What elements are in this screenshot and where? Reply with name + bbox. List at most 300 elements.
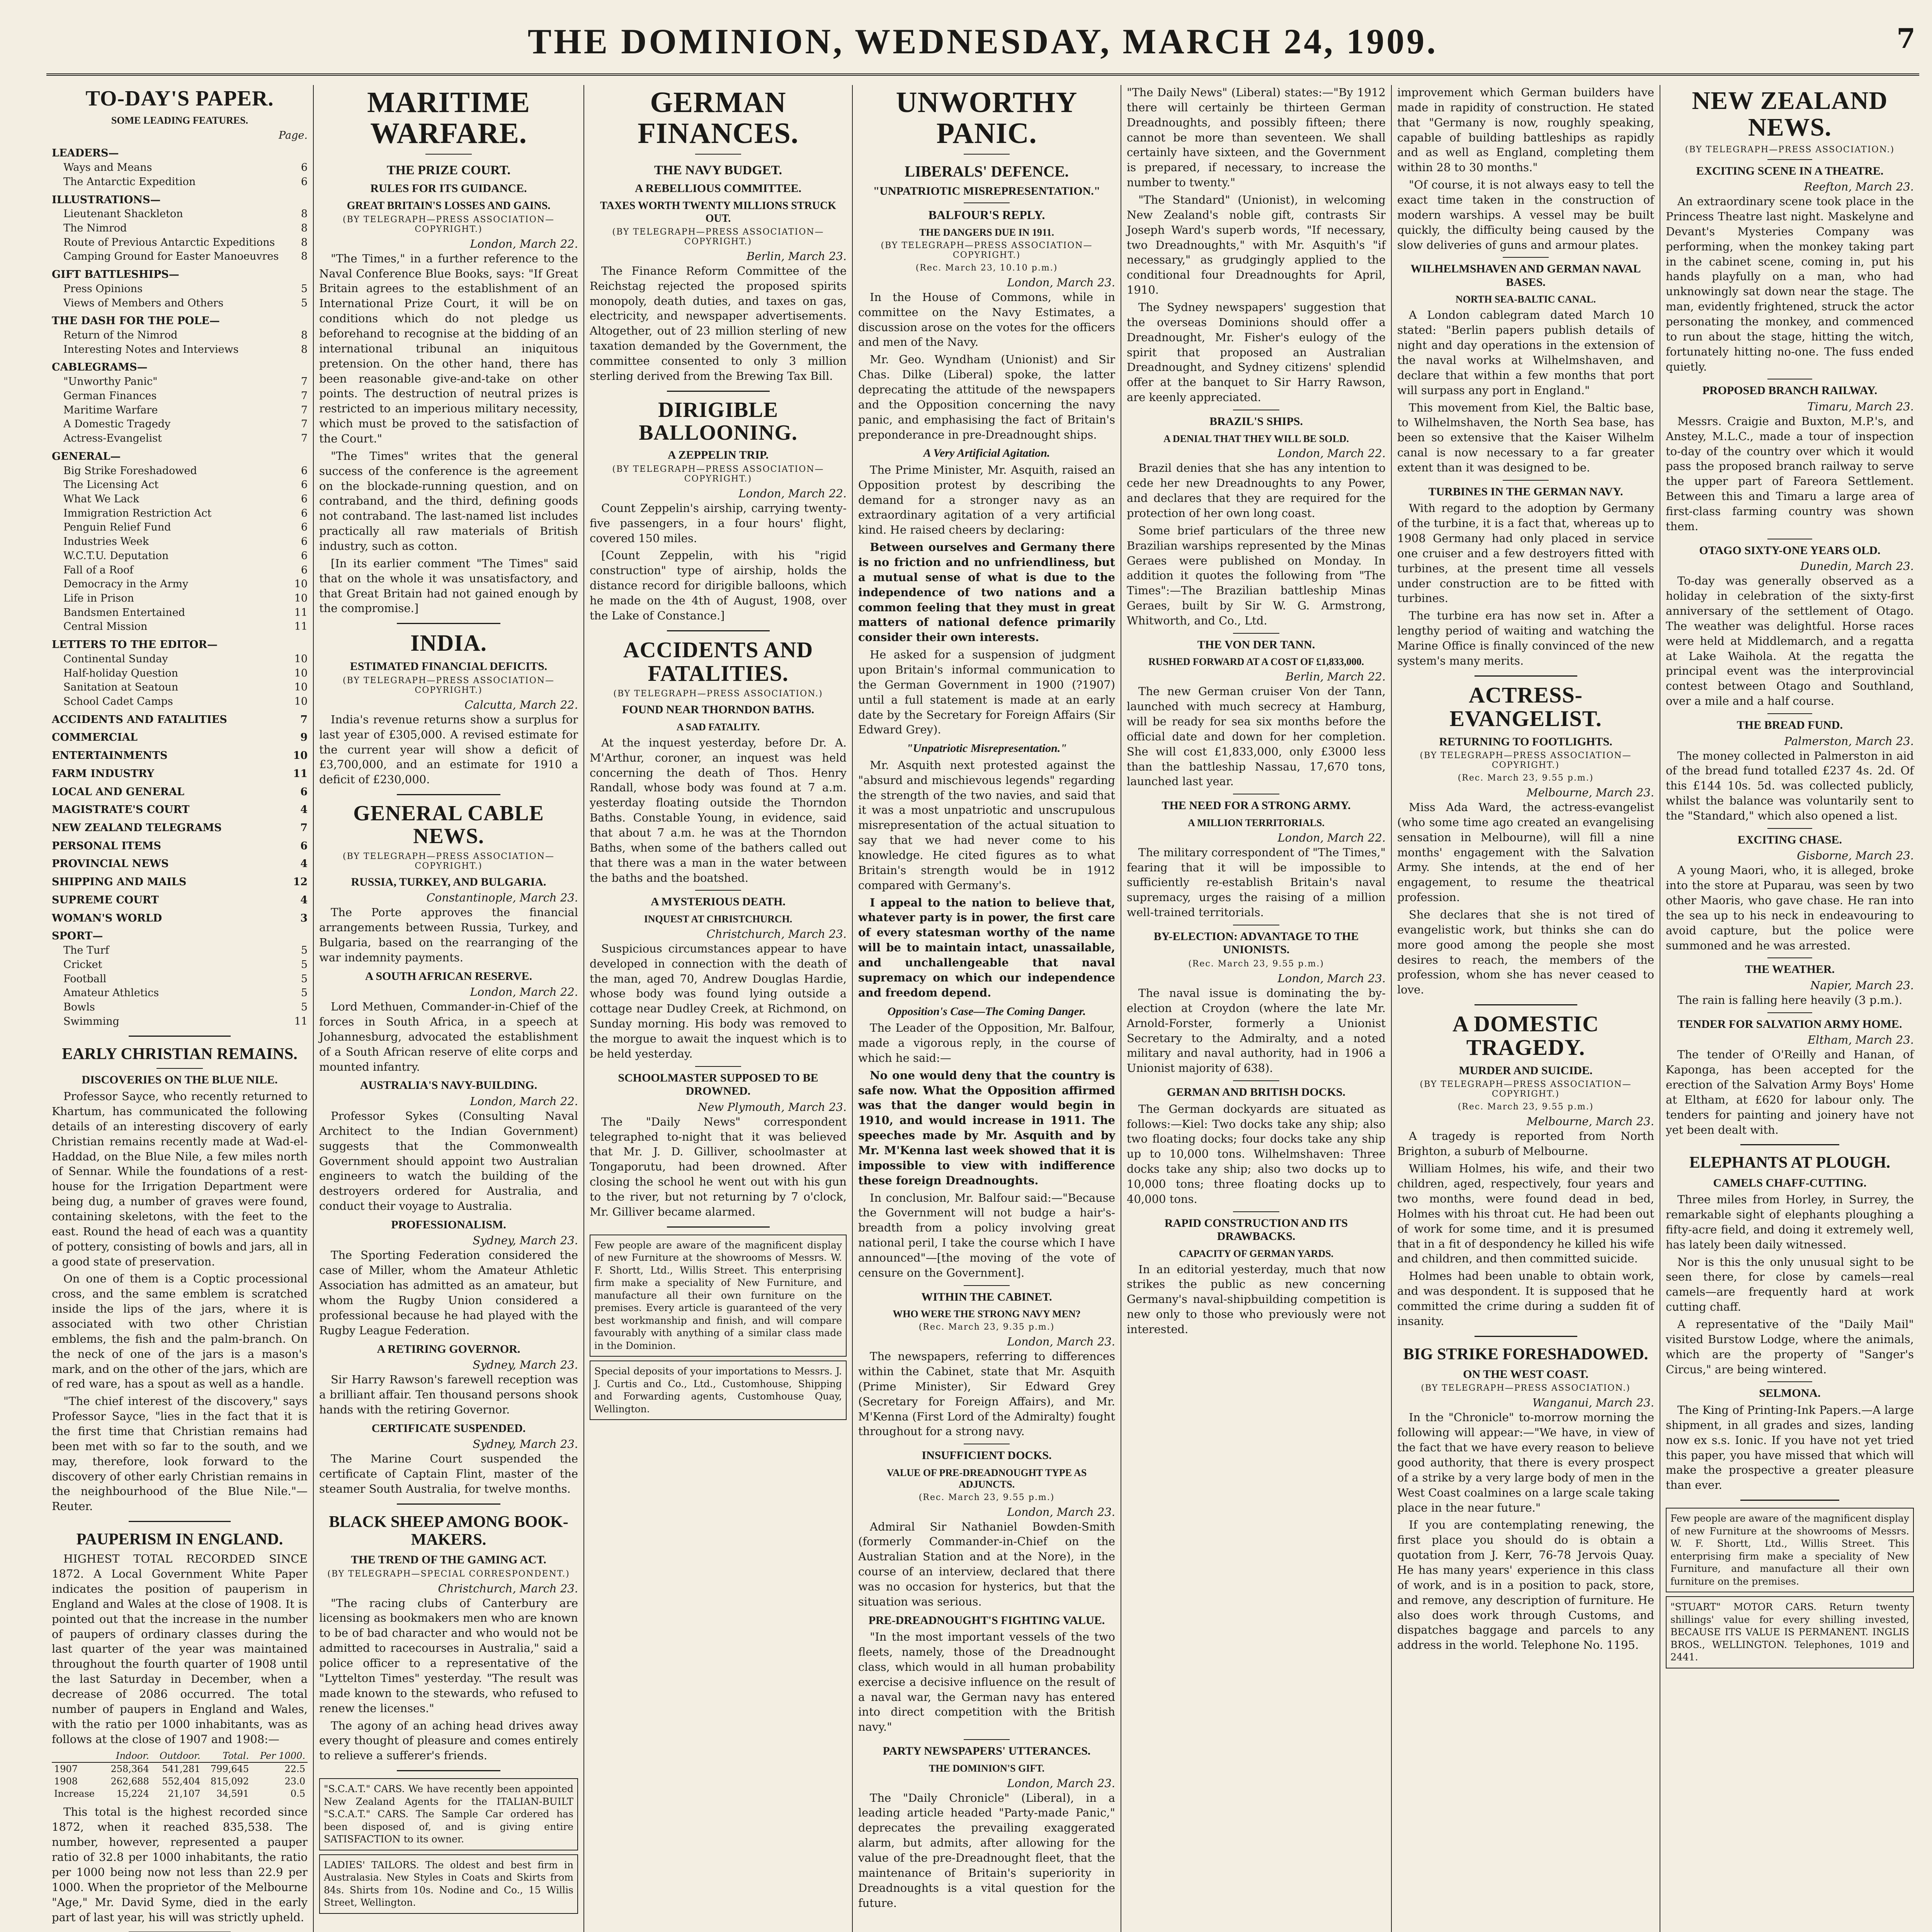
article-paragraph: A London cablegram dated March 10 stated: "Berlin papers publish details of night and day operations in the extension of the naval works at Wilhelmshaven, and declare that within a few months that port will surpass any port in England." — [1397, 308, 1654, 397]
divider — [1233, 633, 1280, 634]
index-entry-label: A Domestic Tragedy — [63, 418, 171, 430]
section-subheading: LIBERALS' DEFENCE. — [905, 162, 1069, 180]
index-entry — [52, 958, 308, 972]
article-paragraph: If you are contemplating renewing, the first place you should do is obtain a quotation from J. Kerr, 76-78 Jervois Quay. He has many years' experience in this class of work, and is in a position to pack, store, and remove, any description of furniture. He also does work through Customs, and dispatches baggage and parcels to any address in the world. Telephone No. 1195. — [1397, 1518, 1654, 1652]
dateline: Sydney, March 23. — [473, 1358, 578, 1372]
column-3 — [584, 85, 852, 1932]
index-entry — [52, 478, 308, 492]
news-item-subtitle: INQUEST AT CHRISTCHURCH. — [644, 913, 793, 925]
index-entry — [52, 389, 308, 403]
divider — [129, 1521, 231, 1522]
column-7 — [1660, 85, 1919, 1932]
article-paragraph: "The Daily News" (Liberal) states:—"By 1912 there will certainly be thirteen German Dreadnoughts, and possibly fifteen; there cannot be more than seventeen. We shall certainly have sixteen, and the Government is prepared, if necessary, to increase the number to twenty." — [1127, 86, 1386, 189]
article-paragraph: "In the most important vessels of the two fleets, namely, those of the Dreadnought class, which would in all human probability exercise a decisive influence on the result of a naval war, the German navy has entered into direct competition with the British navy." — [858, 1630, 1115, 1734]
index-entry-label: PROVINCIAL NEWS — [52, 858, 169, 870]
dateline: Wanganui, March 23. — [1532, 1396, 1654, 1410]
dateline: New Plymouth, March 23. — [697, 1100, 847, 1114]
table-row — [52, 1762, 308, 1775]
column-1 — [46, 85, 313, 1932]
index-entry — [52, 403, 308, 418]
divider — [1503, 480, 1549, 481]
index-entry-label: NEW ZEALAND TELEGRAMS — [52, 822, 222, 834]
article-paragraph: The Porte approves the financial arrangements between Russia, Turkey, and Bulgaria, based on the rearranging of the war indemnity payments. — [319, 906, 578, 964]
news-item-title: RUSSIA, TURKEY, AND BULGARIA. — [351, 875, 546, 888]
article-subtitle: CAMELS CHAFF-CUTTING. — [1713, 1176, 1867, 1189]
index-entry-page: 6 — [301, 479, 308, 491]
index-entry-label: Bowls — [63, 1001, 95, 1013]
index-entry-label: Maritime Warfare — [63, 404, 158, 416]
article-paragraph: Nor is this the only unusual sight to be seen there, for close by camels—real camels—are frequently hard at work cutting chaff. — [1666, 1255, 1914, 1314]
article-subtitle: VALUE OF PRE-DREADNOUGHT TYPE AS ADJUNCTS. — [886, 1467, 1087, 1490]
divider — [1767, 828, 1812, 829]
index-entry-page: 6 — [301, 536, 308, 548]
table-header-cell: Outdoor. — [151, 1750, 203, 1762]
column-5 — [1121, 85, 1391, 1932]
byline: (BY TELEGRAPH—PRESS ASSOCIATION—COPYRIGHT.) — [1420, 1080, 1632, 1099]
table-cell: 15,224 — [116, 1788, 149, 1799]
index-entry — [52, 929, 308, 944]
index-entry-page: 8 — [301, 343, 308, 355]
dateline: Reefton, March 23. — [1804, 180, 1914, 194]
index-entry-page: 10 — [294, 592, 308, 604]
table-cell: 34,591 — [216, 1788, 249, 1799]
index-entry-page: 11 — [294, 606, 308, 619]
article-title: A DOMESTIC TRAGEDY. — [1452, 1011, 1599, 1060]
index-entry-page: 7 — [301, 432, 308, 445]
article-title: INSUFFICIENT DOCKS. — [922, 1449, 1052, 1462]
index-entry-page: 6 — [301, 493, 308, 505]
index-entry-label: SPORT— — [52, 930, 103, 942]
article-paragraph: "The Times," in a further reference to the Naval Conference Blue Books, says: "If Great Britain agrees to the establishment of an International Prize Court, it will be on conditions which do not pledge us beforehand to recognise at the bidding of an international tribunal an iniquitous pretension. On the other hand, there has been reasonable give-and-take on other points. The destruction of neutral prizes is restricted to an imperious military necessity, which must be proved to the satisfaction of the Court." — [319, 252, 578, 445]
byline: (BY TELEGRAPH—PRESS ASSOCIATION—COPYRIGHT.) — [612, 227, 824, 247]
dateline: London, March 23. — [1277, 971, 1386, 985]
news-item-title: AUSTRALIA'S NAVY-BUILDING. — [360, 1079, 537, 1092]
index-entry-page: 6 — [301, 175, 308, 188]
index-entry-label: WOMAN'S WORLD — [52, 912, 162, 924]
article-paragraph: In an editorial yesterday, much that now strikes the public as new concerning Germany's naval-shipbuilding competition is new only to those who previously were not interested. — [1127, 1262, 1386, 1336]
divider — [129, 1036, 231, 1037]
index-entry-label: Press Opinions — [63, 282, 143, 295]
article-paragraph: The King of Printing-Ink Papers.—A large shipment, in all grades and sizes, landing now ex s.s. Ionic. If you have not yet tried this paper, you have missed that which will make the prospective a greater pleasure than ever. — [1666, 1403, 1914, 1492]
article-subtitle: RETURNING TO FOOTLIGHTS. — [1439, 735, 1612, 748]
article-paragraph: I appeal to the nation to believe that, whatever party is in power, the first care of every statesman worthy of the name will be to maintain intact, unassailable, and unchallengeable that naval supremacy on which our independence and freedom depend. — [858, 896, 1115, 999]
index-entry-label: SUPREME COURT — [52, 894, 159, 906]
article-paragraph: With regard to the adoption by Germany of the turbine, it is a fact that, whereas up to 1908 Germany had only placed in service one cruiser and a few destroyers fitted with turbines, at the present time all vessels under construction are to be fitted with turbines. — [1397, 502, 1654, 605]
article-paragraph: In the House of Commons, while in committee on the Navy Estimates, a discussion arose on the votes for the officers and men of the Navy. — [858, 290, 1115, 349]
index-entry-label: ACCIDENTS AND FATALITIES — [52, 713, 227, 726]
index-entry-page: 6 — [301, 464, 308, 477]
index-entry-label: Camping Ground for Easter Manoeuvres — [63, 250, 279, 263]
index-entry-label: GIFT BATTLESHIPS— — [52, 269, 179, 281]
article-title: BALFOUR'S REPLY. — [928, 208, 1045, 222]
divider — [1767, 957, 1812, 958]
table-row — [52, 1787, 308, 1800]
article-subtitle: RUSHED FORWARD AT A COST OF £1,833,000. — [1148, 656, 1364, 668]
table-row — [52, 1775, 308, 1787]
index-entry-page: 4 — [300, 804, 308, 816]
article-paragraph: The turbine era has now set in. After a lengthy period of waiting and watching the Marine Office is finally convinced of the new system's many merits. — [1397, 609, 1654, 667]
news-item-subtitle: A SAD FATALITY. — [676, 721, 760, 733]
byline: (BY TELEGRAPH—PRESS ASSOCIATION—COPYRIGHT.) — [1420, 751, 1632, 770]
index-entry — [52, 803, 308, 817]
index-entry-page: 5 — [301, 958, 308, 971]
dateline: Sydney, March 23. — [473, 1234, 578, 1247]
article-paragraph: At the inquest yesterday, before Dr. A. M'Arthur, coroner, an inquest was held concerning the death of Thos. Henry Randall, whose body was found at 7 a.m. yesterday floating outside the Thorndon Baths. Constable Young, in evidence, said that about 7 a.m. he was at the Thorndon Baths, when some of the bathers called out that there was a man in the water between the baths and the boatshed. — [590, 736, 847, 884]
index-entry-page: 6 — [301, 564, 308, 576]
article-paragraph: A young Maori, who, it is alleged, broke into the store at Puparau, was seen by two other Maoris, who gave chase. He ran into the sea up to his neck in endeavouring to avoid capture, but the police were summoned and he was arrested. — [1666, 864, 1914, 952]
dateline: Melbourne, March 23. — [1526, 1115, 1654, 1128]
index-entry-page: 10 — [294, 681, 308, 694]
index-entry — [52, 268, 308, 282]
index-heading: TO-DAY'S PAPER. — [85, 87, 274, 111]
divider — [425, 154, 472, 155]
divider — [1233, 1211, 1280, 1212]
dateline: Calcutta, March 22. — [464, 698, 578, 711]
article-paragraph: The Leader of the Opposition, Mr. Balfour, made a vigorous reply, in the course of which he said:— — [858, 1021, 1115, 1065]
dateline: Dunedin, March 23. — [1800, 560, 1914, 573]
article-title: "Unpatriotic Misrepresentation." — [906, 742, 1067, 755]
divider — [667, 630, 770, 631]
article-paragraph: In the "Chronicle" to-morrow morning the following will appear:—"We have, in view of the fact that we have every reason to believe good authority, that there is every prospect of a strike by a very large body of men in the West Coast coalmines on a large scale taking place in the near future." — [1397, 1411, 1654, 1514]
article-paragraph: The Finance Reform Committee of the Reichstag rejected the proposed spirits monopoly, death duties, and taxes on gas, electricity, and newspaper advertisements. Altogether, out of 23 million sterling of new taxation demanded by the Government, the committee consented to only 3 million sterling derived from the Brewing Tax Bill. — [590, 264, 847, 383]
index-entry-page: 7 — [301, 389, 308, 402]
article-paragraph: improvement which German builders have made in rapidity of construction. He stated that "Germany is now, roughly speaking, capable of building battleships as rapidly and as well as England, completing them within 28 to 30 months." — [1397, 86, 1654, 174]
index-entry-page: 6 — [301, 549, 308, 562]
article-title: EXCITING CHASE. — [1737, 833, 1842, 846]
article-title: INDIA. — [410, 630, 487, 656]
index-entry-label: Lieutenant Shackleton — [63, 208, 183, 220]
index-entry — [52, 549, 308, 563]
table-cell: 23.0 — [284, 1776, 305, 1787]
index-entry-page: 11 — [294, 621, 308, 633]
article-subtitle: THE TREND OF THE GAMING ACT. — [351, 1553, 546, 1566]
article-paragraph: Between ourselves and Germany there is no friction and no unfriendliness, but a mutual sense of what is due to the independence of two nations and a common feeling that they must in great matters of national defence primarily consider their own interests. — [858, 541, 1115, 644]
article-title: TURBINES IN THE GERMAN NAVY. — [1428, 485, 1623, 498]
index-entry-label: PERSONAL ITEMS — [52, 840, 162, 852]
index-entry — [52, 986, 308, 1000]
article-paragraph: On one of them is a Coptic processional cross, and the same emblem is scratched inside the lips of the jars, where it is associated with two other Christian emblems, the fish and the palm-branch. On the neck of one of the jars is a mason's mark, and on the other of the jars, which are of red ware, has a spout as well as a handle. — [52, 1272, 308, 1391]
article-paragraph: Miss Ada Ward, the actress-evangelist (who some time ago created an evangelising sensation in Melbourne), will fill a nine months' engagement with the Salvation Army. She intends, at the end of her engagement, to resume the theatrical profession. — [1397, 801, 1654, 904]
index-entry-page: 6 — [301, 521, 308, 534]
table-cell: 0.5 — [290, 1788, 305, 1799]
article-paragraph: The Prime Minister, Mr. Asquith, raised an Opposition protest by describing the demand for a stronger navy as an extraordinary agitation of a very artificial kind. He raised cheers by declaring: — [858, 463, 1115, 537]
index-entry — [52, 492, 308, 507]
article-paragraph: HIGHEST TOTAL RECORDED SINCE 1872. A Local Government White Paper indicates the position of pauperism in England and Wales at the close of 1908. It is pointed out that the increase in the number of paupers of ordinary classes during the last quarter of the year was maintained throughout the fourth quarter of 1908 until the last Saturday in December, when a decrease of 2086 occurred. The total number of paupers in England and Wales, with the ratio per 1000 inhabitants, was as follows at the close of 1907 and 1908:— — [52, 1552, 308, 1746]
table-cell: 1908 — [54, 1776, 78, 1787]
divider — [156, 1068, 202, 1069]
divider — [695, 1066, 742, 1067]
article-paragraph: The naval issue is dominating the by-election at Croydon (where the late Mr. Arnold-Forster, formerly a Unionist Secretary to the Admiralty, and a noted military and naval authority, had in 1906 a Unionist majority of 638). — [1127, 986, 1386, 1075]
article-paragraph: The German dockyards are situated as follows:—Kiel: Two docks take any ship; also two floating docks; four docks take any ship up to 10,000 tons. Wilhelmshaven: Three docks take any ship; also two docks up to 10,000 tons; three floating docks up to 40,000 tons. — [1127, 1102, 1386, 1206]
column-2 — [314, 85, 583, 1932]
article-paragraph: Brazil denies that she has any intention to cede her new Dreadnoughts to any Power, and declares that they are required for the protection of her own long coast. — [1127, 461, 1386, 520]
index-entry — [52, 175, 308, 189]
dateline: London, March 23. — [1007, 1776, 1115, 1790]
article-title: GENERAL CABLE NEWS. — [353, 801, 544, 848]
article-paragraph: The new German cruiser Von der Tann, launched with much secrecy at Hamburg, will be ready for sea six months before the official date and down for her completion. She will cost £1,833,000, only £3000 less than the battleship Nassau, 17,670 tons, launched last year. — [1127, 685, 1386, 788]
index-entry-label: Bandsmen Entertained — [63, 606, 185, 619]
advertisement: Few people are aware of the magnificent display of new Furniture at the showrooms of Messrs. W. F. Shortt, Ltd., Willis Street. This enterprising firm make a speciality of New Furniture, and manufacture all their own furniture on the premises. Every article is guaranteed of the very best workmanship and finish, and will compare favourably with anything of a similar class made in the Dominion. — [590, 1235, 847, 1357]
index-entry — [52, 464, 308, 478]
index-entry — [52, 1000, 308, 1015]
index-entry — [52, 221, 308, 236]
article-paragraph: The Marine Court suspended the certificate of Captain Flint, master of the steamer South Australia, for twelve months. — [319, 1452, 578, 1495]
index-entry-page: 10 — [294, 653, 308, 665]
index-entry-page: 4 — [300, 858, 308, 870]
divider — [1475, 1004, 1577, 1005]
section-heading: NEW ZEALAND NEWS. — [1692, 87, 1888, 142]
index-entry-page: 5 — [301, 297, 308, 309]
index-entry-page: 11 — [294, 1015, 308, 1027]
divider — [695, 890, 742, 891]
article-paragraph: He asked for a suspension of judgment upon Britain's informal communication to the German Government in 1900 (?1907) until a full statement is made at an early date by the Secretary for Foreign Affairs (Sir Edward Grey). — [858, 648, 1115, 736]
news-item-title: FOUND NEAR THORNDON BATHS. — [622, 703, 815, 716]
article-subtitle: NORTH SEA-BALTIC CANAL. — [1456, 294, 1596, 305]
article-paragraph: The Sydney newspapers' suggestion that the overseas Dominions should offer a Dreadnought, Mr. Fisher's eulogy of the spirit that proposed an Australian Dreadnought, and Sydney citizens' splendid offer at the banquet to Sir Harry Rawson, are keenly appreciated. — [1127, 301, 1386, 404]
index-entry-label: Swimming — [63, 1015, 119, 1027]
article-heading: PAUPERISM IN ENGLAND. — [76, 1531, 283, 1549]
article-paragraph: The money collected in Palmerston in aid of the bread fund totalled £237 4s. 2d. Of this £144 10s. 5d. was collected publicly, whilst the balance was voluntarily sent to the "Standard," which also opened a list. — [1666, 749, 1914, 822]
index-entry-label: Amateur Athletics — [63, 987, 159, 999]
table-cell: 258,364 — [111, 1764, 149, 1775]
index-entry-page: 12 — [293, 876, 308, 888]
article-paragraph: The newspapers, referring to differences within the Cabinet, state that Mr. Asquith (Prime Minister), Sir Edward Grey (Secretary for Foreign Affairs), and Mr. M'Kenna (First Lord of the Admiralty) fought throughout for a strong navy. — [858, 1350, 1115, 1438]
dateline: London, March 23. — [1007, 1505, 1115, 1519]
index-entry — [52, 680, 308, 695]
index-entry-label: LEADERS— — [52, 147, 119, 160]
article-title: ACCIDENTS AND FATALITIES. — [623, 637, 813, 686]
dateline: London, March 22. — [470, 1094, 578, 1108]
article-paragraph: "The chief interest of the discovery," says Professor Sayce, "lies in the fact that it is the first time that Christian remains had been met with so far to the south, and we may, therefore, look forward to the discovery of other early Christian remains in the neighbourhood of the Blue Nile."—Reuter. — [52, 1395, 308, 1513]
index-entry-page: 5 — [301, 987, 308, 999]
article-title: SELMONA. — [1759, 1387, 1821, 1400]
article-title: THE NAVY BUDGET. — [654, 163, 782, 177]
index-entry — [52, 507, 308, 521]
divider — [667, 391, 770, 392]
article-paragraph: The Sporting Federation considered the case of Miller, whom the Amateur Athletic Association has admitted as an amateur, but whom the Rugby Union considered a professional because he had played with the Rugby League Federation. — [319, 1248, 578, 1337]
index-entry — [52, 912, 308, 926]
divider — [1233, 1080, 1280, 1081]
article-paragraph: The "Daily News" correspondent telegraphed to-night that it was believed that Mr. J. D. Gilliver, schoolmaster at Tongaporutu, had been drowned. After closing the school he went out with his gun to the river, but not returning by 7 o'clock, Mr. Gilliver became alarmed. — [590, 1115, 847, 1218]
index-list — [52, 146, 308, 1029]
index-entry-label: LETTERS TO THE EDITOR— — [52, 639, 218, 651]
article-paragraph: An extraordinary scene took place in the Princess Theatre last night. Maskelyne and Devant's Mysteries Company was performing, when the monkey taking part in the cabinet scene, coming in, put his hands playfully on a man, who had unknowingly sat down near the stage. The man, evidently frightened, struck the actor personating the monkey, and commenced to run about the stage, hitting the witch, fortunately hitting no-one. The fuss ended quietly. — [1666, 195, 1914, 373]
article-title: THE PRIZE COURT. — [386, 163, 511, 177]
table-cell: 22.5 — [284, 1764, 305, 1775]
divider — [695, 154, 742, 155]
article-paragraph: Mr. Asquith next protested against the "absurd and mischievous legends" regarding the strength of the two navies, and said that it was a most unpatriotic and unscrupulous misrepresentation of the actual situation to say that we had never come to his knowledge. He cited figures as to what Britain's strength would be in 1912 compared with Germany's. — [858, 758, 1115, 892]
pauperism-table — [52, 1750, 308, 1800]
index-entry — [52, 282, 308, 296]
index-entry-label: FARM INDUSTRY — [52, 767, 155, 780]
index-entry-page: 10 — [294, 578, 308, 590]
article-title: WILHELMSHAVEN AND GERMAN NAVAL BASES. — [1410, 262, 1641, 289]
index-entry-label: Football — [63, 973, 107, 985]
dateline: Napier, March 23. — [1810, 978, 1914, 992]
dateline: London, March 22. — [1277, 831, 1386, 844]
byline: (BY TELEGRAPH—PRESS ASSOCIATION.) — [613, 689, 823, 699]
article-subtitle: MURDER AND SUICIDE. — [1459, 1064, 1593, 1077]
index-entry-label: Fall of a Roof — [63, 564, 134, 576]
index-entry-page: 8 — [301, 208, 308, 220]
news-item-title: CERTIFICATE SUSPENDED. — [371, 1422, 526, 1435]
dateline: Berlin, March 23. — [746, 249, 847, 263]
dateline: Gisborne, March 23. — [1797, 849, 1914, 862]
byline: (BY TELEGRAPH—SPECIAL CORRESPONDENT.) — [327, 1569, 570, 1579]
article-paragraph: "The Times" writes that the general success of the conference is the agreement on the blockade-running question, and on contraband, and the third, defining goods not contraband. The last-named list includes practically all raw materials of British industry, such as cotton. — [319, 449, 578, 553]
article-paragraph: Count Zeppelin's airship, carrying twenty-five passengers, in a four hours' flight, covered 150 miles. — [590, 501, 847, 545]
divider — [964, 1739, 1010, 1740]
article-subtitle: ON THE WEST COAST. — [1463, 1367, 1588, 1381]
index-entry — [52, 563, 308, 578]
table-header-cell: Total. — [202, 1750, 251, 1762]
article-paragraph: This total is the highest recorded since 1872, when it reached 835,538. The number, however, represented a pauper ratio of 32.8 per 1000 inhabitants, the ratio per 1000 being now not less than 22.9 per 1000. When the proprietor of the Melbourne "Age," Mr. David Syme, died in the early part of last year, his will was strictly upheld. — [52, 1805, 308, 1924]
article-paragraph: Holmes had been unable to obtain work, and was despondent. It is supposed that he committed the crime during a sudden fit of insanity. — [1397, 1269, 1654, 1328]
index-entry — [52, 193, 308, 207]
divider — [1740, 1500, 1840, 1501]
index-entry — [52, 535, 308, 549]
dateline: Sydney, March 23. — [473, 1437, 578, 1451]
page-label: Page. — [279, 129, 308, 141]
page-number: 7 — [1896, 22, 1915, 54]
article-title: PROPOSED BRANCH RAILWAY. — [1702, 384, 1878, 397]
article-paragraph: A representative of the "Daily Mail" visited Burstow Lodge, where the animals, which are the property of "Sanger's Circus," are being wintered. — [1666, 1318, 1914, 1376]
news-item-title: PROFESSIONALISM. — [391, 1218, 506, 1231]
index-entry — [52, 875, 308, 889]
article-title: BLACK SHEEP AMONG BOOK-MAKERS. — [329, 1513, 568, 1549]
index-entry — [52, 314, 308, 328]
column-6 — [1392, 85, 1660, 1932]
index-entry — [52, 767, 308, 781]
article-subtitle: THE DANGERS DUE IN 1911. — [919, 226, 1054, 238]
divider — [1767, 159, 1812, 160]
article-paragraph: [In its earlier comment "The Times" said that on the whole it was unsatisfactory, and that Great Britain had not gained enough by the compromise.] — [319, 556, 578, 615]
divider — [1503, 257, 1549, 258]
table-cell: 541,281 — [162, 1764, 201, 1775]
article-lede: GREAT BRITAIN'S LOSSES AND GAINS. — [347, 200, 551, 212]
divider — [397, 1770, 500, 1771]
article-title: PARTY NEWSPAPERS' UTTERANCES. — [883, 1745, 1091, 1758]
dateline: London, March 22. — [738, 486, 847, 500]
index-entry-label: Life in Prison — [63, 592, 134, 604]
byline: (BY TELEGRAPH—PRESS ASSOCIATION—COPYRIGHT.) — [342, 851, 554, 871]
index-subheading: SOME LEADING FEATURES. — [111, 114, 248, 126]
index-entry-label: Sanitation at Seatoun — [63, 681, 179, 694]
article-subtitle: ESTIMATED FINANCIAL DEFICITS. — [350, 660, 548, 673]
advertisement: "STUART" MOTOR CARS. Return twenty shillings' value for every shilling invested, BECAUSE ITS VALUE IS PERMANENT. INGLIS BROS., WELLINGTON. Telephones, 1019 and 2441. — [1666, 1596, 1914, 1668]
index-entry — [52, 146, 308, 161]
article-paragraph: "The Standard" (Unionist), in welcoming New Zealand's noble gift, contrasts Sir Joseph Ward's superb words, "If necessary, two Dreadnoughts," with Mr. Asquith's "if necessary," as grudgingly applied to the conditional four Dreadnoughts for April, 1910. — [1127, 193, 1386, 297]
article-paragraph: India's revenue returns show a surplus for last year of £305,000. A revised estimate for the current year will show a deficit of £3,700,000, and an estimate for 1910 a deficit of £230,000. — [319, 713, 578, 786]
section-heading: UNWORTHY PANIC. — [896, 86, 1078, 150]
index-entry — [52, 207, 308, 221]
article-paragraph: Sir Harry Rawson's farewell reception was a brilliant affair. Ten thousand persons shook hands with the retiring Governor. — [319, 1373, 578, 1416]
index-entry — [52, 839, 308, 854]
article-title: GERMAN AND BRITISH DOCKS. — [1167, 1086, 1345, 1099]
article-paragraph: William Holmes, his wife, and their two children, aged, respectively, four years and two months, were found dead in bed, Holmes with his throat cut. He had been out of work for some time, and it is presumed that in a fit of despondency he killed his wife and children, and then committed suicide. — [1397, 1162, 1654, 1265]
table-cell: 1907 — [54, 1764, 78, 1775]
received-time: (Rec. March 23, 9.35 p.m.) — [918, 1322, 1055, 1332]
index-entry — [52, 432, 308, 446]
index-entry-page: 5 — [301, 973, 308, 985]
article-title: THE VON DER TANN. — [1197, 638, 1315, 651]
dateline: Melbourne, March 23. — [1526, 786, 1654, 799]
divider — [1767, 1381, 1812, 1382]
article-title: RAPID CONSTRUCTION AND ITS DRAWBACKS. — [1164, 1216, 1348, 1243]
index-entry-label: The Antarctic Expedition — [63, 175, 196, 188]
article-subtitle: A ZEPPELIN TRIP. — [668, 449, 769, 462]
article-lede: TAXES WORTH TWENTY MILLIONS STRUCK OUT. — [600, 200, 836, 224]
divider — [964, 202, 1010, 203]
index-entry-page: 6 — [300, 840, 308, 852]
article-paragraph: [Count Zeppelin, with his "rigid construction" type of airship, holds the distance record for dirigible balloons, which he made on the 4th of August, 1908, over the Lake of Constance.] — [590, 549, 847, 622]
index-entry — [52, 417, 308, 432]
index-entry — [52, 731, 308, 745]
table-cell: Increase — [54, 1788, 95, 1799]
received-time: (Rec. March 23, 10.10 p.m.) — [915, 263, 1058, 273]
dateline: Constantinople, March 23. — [426, 891, 578, 905]
divider — [964, 154, 1010, 155]
dateline: London, March 22. — [1277, 447, 1386, 460]
index-entry-label: Actress-Evangelist — [63, 432, 162, 445]
index-entry-page: 8 — [301, 236, 308, 248]
index-entry — [52, 577, 308, 592]
index-entry-label: W.C.T.U. Deputation — [63, 549, 169, 562]
index-entry — [52, 667, 308, 681]
article-subtitle: CAPACITY OF GERMAN YARDS. — [1179, 1248, 1334, 1259]
index-entry-label: Democracy in the Army — [63, 578, 189, 590]
article-paragraph: Some brief particulars of the three new Brazilian warships represented by the Minas Geraes were published on Monday. In addition it quotes the following from "The Times":—The Brazilian battleship Minas Geraes, built by Sir W. G. Armstrong, Whitworth, and Co., Ltd. — [1127, 524, 1386, 628]
byline: (BY TELEGRAPH—PRESS ASSOCIATION—COPYRIGHT.) — [881, 240, 1093, 260]
article-title: DIRIGIBLE BALLOONING. — [639, 398, 798, 445]
index-entry-page: 4 — [300, 894, 308, 906]
index-entry-page: 8 — [301, 222, 308, 234]
index-entry-label: MAGISTRATE'S COURT — [52, 804, 190, 816]
index-entry — [52, 821, 308, 835]
article-subtitle: A MILLION TERRITORIALS. — [1188, 817, 1325, 828]
byline: (BY TELEGRAPH—PRESS ASSOCIATION.) — [1685, 145, 1895, 155]
contents-index — [52, 129, 308, 1029]
article-paragraph: No one would deny that the country is safe now. What the Opposition affirmed was that the danger would begin in 1910, and would increase in 1911. The speeches made by Mr. Asquith and by Mr. M'Kenna last week showed that it is impossible to view with indifference these foreign Dreadnoughts. — [858, 1068, 1115, 1187]
divider — [1475, 1336, 1577, 1337]
divider — [1740, 1144, 1840, 1145]
divider — [397, 623, 500, 624]
index-entry — [52, 944, 308, 958]
article-paragraph: Professor Sykes (Consulting Naval Architect to the Indian Government) suggests that the Commonwealth Government should appoint two Australian engineers to watch the building of the destroyers ordered for Australia, and conduct their voyage to Australia. — [319, 1109, 578, 1213]
received-time: (Rec. March 23, 9.55 p.m.) — [1188, 959, 1324, 969]
article-paragraph: Three miles from Horley, in Surrey, the remarkable sight of elephants ploughing a fifty-acre field, and doing it extremely well, has lately been daily witnessed. — [1666, 1193, 1914, 1251]
article-title: EXCITING SCENE IN A THEATRE. — [1696, 164, 1884, 177]
article-paragraph: In conclusion, Mr. Balfour said:—"Because the Government will not budge a hair's-breadth from a policy involving great national peril, I take the course which I have announced"—[the moving of the vote of censure on the Government]. — [858, 1191, 1115, 1279]
index-entry — [52, 620, 308, 634]
divider — [964, 1285, 1010, 1286]
index-entry-label: Route of Previous Antarctic Expeditions — [63, 236, 275, 248]
index-entry-label: THE DASH FOR THE POLE— — [52, 315, 220, 327]
index-entry-label: Central Mission — [63, 621, 148, 633]
index-entry — [52, 857, 308, 871]
article-title: THE NEED FOR A STRONG ARMY. — [1162, 799, 1351, 812]
index-entry-label: "Unworthy Panic" — [63, 376, 158, 388]
divider — [667, 1226, 770, 1228]
index-entry — [52, 893, 308, 908]
index-entry — [52, 1015, 308, 1029]
article-title: ACTRESS-EVANGELIST. — [1449, 682, 1602, 731]
dateline: Christchurch, March 23. — [706, 927, 847, 940]
index-entry-label: Return of the Nimrod — [63, 329, 178, 342]
table-cell: 815,092 — [210, 1776, 249, 1787]
dateline: London, March 22. — [470, 237, 578, 250]
dateline: Eltham, March 23. — [1807, 1033, 1914, 1047]
